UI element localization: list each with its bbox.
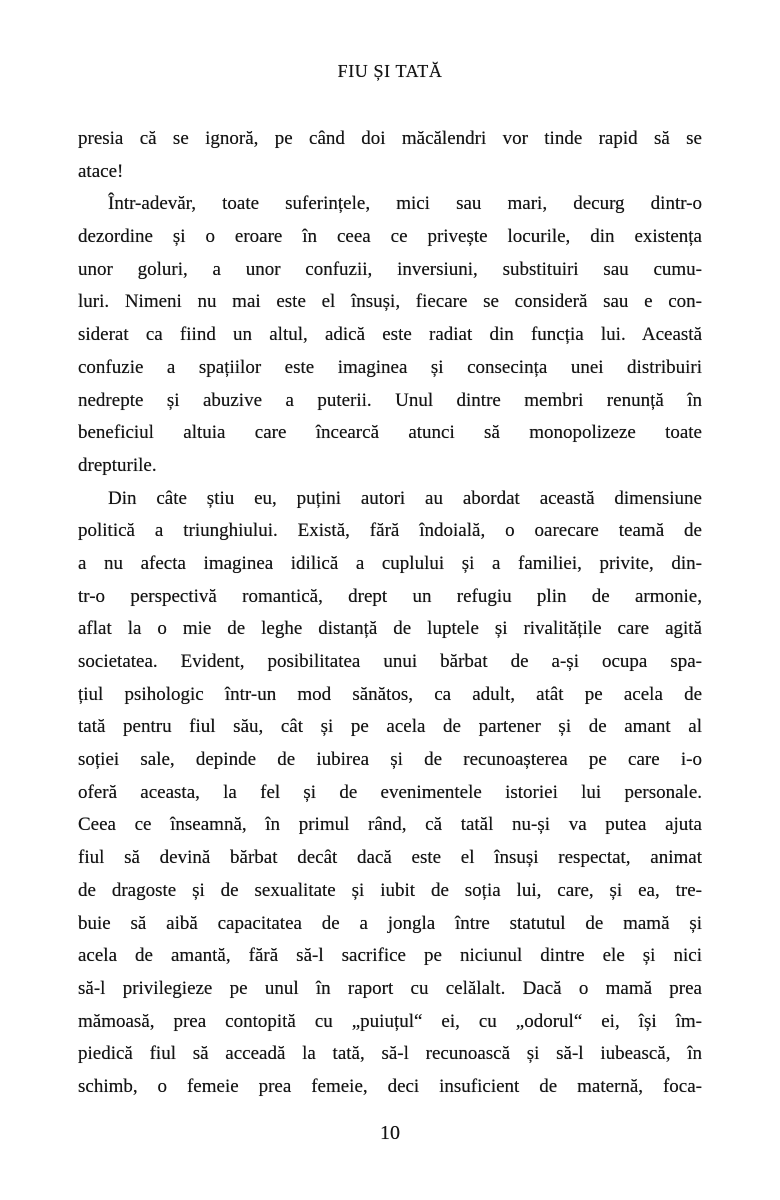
text-line: să-l privilegieze pe unul în raport cu celălalt. Dacă o mamă prea [78, 977, 702, 999]
text-line: Ceea ce înseamnă, în primul rând, că tatăl nu-și va putea ajuta [78, 814, 702, 836]
text-line: tată pentru fiul său, cât și pe acela de partener și de amant al [78, 716, 702, 738]
text-line: nedrepte și abuzive a puterii. Unul dintre membri renunță în [78, 389, 702, 411]
text-line: beneficiul altuia care încearcă atunci să monopolizeze toate [78, 422, 702, 444]
text-line: dezordine și o eroare în ceea ce privește locurile, din existența [78, 226, 702, 248]
text-line: tr-o perspectivă romantică, drept un refugiu plin de armonie, [78, 585, 702, 607]
text-line: țiul psihologic într-un mod sănătos, ca adult, atât pe acela de [78, 683, 702, 705]
text-line: soției sale, depinde de iubirea și de recunoașterea pe care i-o [78, 749, 702, 771]
text-line: luri. Nimeni nu mai este el însuși, fiecare se consideră sau e con- [78, 291, 702, 313]
text-line: fiul să devină bărbat decât dacă este el însuși respectat, animat [78, 847, 702, 869]
text-line: societatea. Evident, posibilitatea unui bărbat de a-și ocupa spa- [78, 651, 702, 672]
page-number: 10 [380, 1122, 400, 1144]
text-line: a nu afecta imaginea idilică a cuplului și a familiei, privite, din- [78, 552, 702, 574]
text-line: piedică fiul să acceadă la tată, să-l recunoască și să-l iubească, în [78, 1043, 702, 1065]
text-line: confuzie a spațiilor este imaginea și consecința unei distribuiri [78, 356, 702, 378]
text-line: politică a triunghiului. Există, fără îndoială, o oarecare teamă de [78, 520, 702, 542]
text-line: atace! [78, 160, 124, 182]
text-line: schimb, o femeie prea femeie, deci insuficient de maternă, foca- [78, 1075, 702, 1097]
text-line: drepturile. [78, 454, 157, 476]
text-line: mămoasă, prea contopită cu „puiuțul“ ei, cu „odorul“ ei, își îm- [78, 1010, 702, 1032]
text-line: Într-adevăr, toate suferințele, mici sau mari, decurg dintr-o [108, 193, 702, 215]
text-line: de dragoste și de sexualitate și iubit de soția lui, care, și ea, tre- [78, 879, 702, 901]
text-line: unor goluri, a unor confuzii, inversiuni, substituiri sau cumu- [78, 258, 702, 280]
text-line: buie să aibă capacitatea de a jongla între statutul de mamă și [78, 912, 702, 934]
text-line: oferă aceasta, la fel și de evenimentele istoriei lui personale. [78, 781, 702, 803]
text-line: presia că se ignoră, pe când doi măcălendri vor tinde rapid să se [78, 128, 702, 149]
text-line: aflat la o mie de leghe distanță de luptele și rivalitățile care agită [78, 618, 702, 640]
text-block [78, 123, 702, 1104]
text-line: acela de amantă, fără să-l sacrifice pe niciunul dintre ele și nici [78, 945, 702, 967]
text-line: Din câte știu eu, puțini autori au abordat această dimensiune [108, 487, 702, 509]
text-line: siderat ca fiind un altul, adică este radiat din funcția lui. Această [78, 324, 702, 346]
running-header: FIU ȘI TATĂ [337, 61, 443, 81]
